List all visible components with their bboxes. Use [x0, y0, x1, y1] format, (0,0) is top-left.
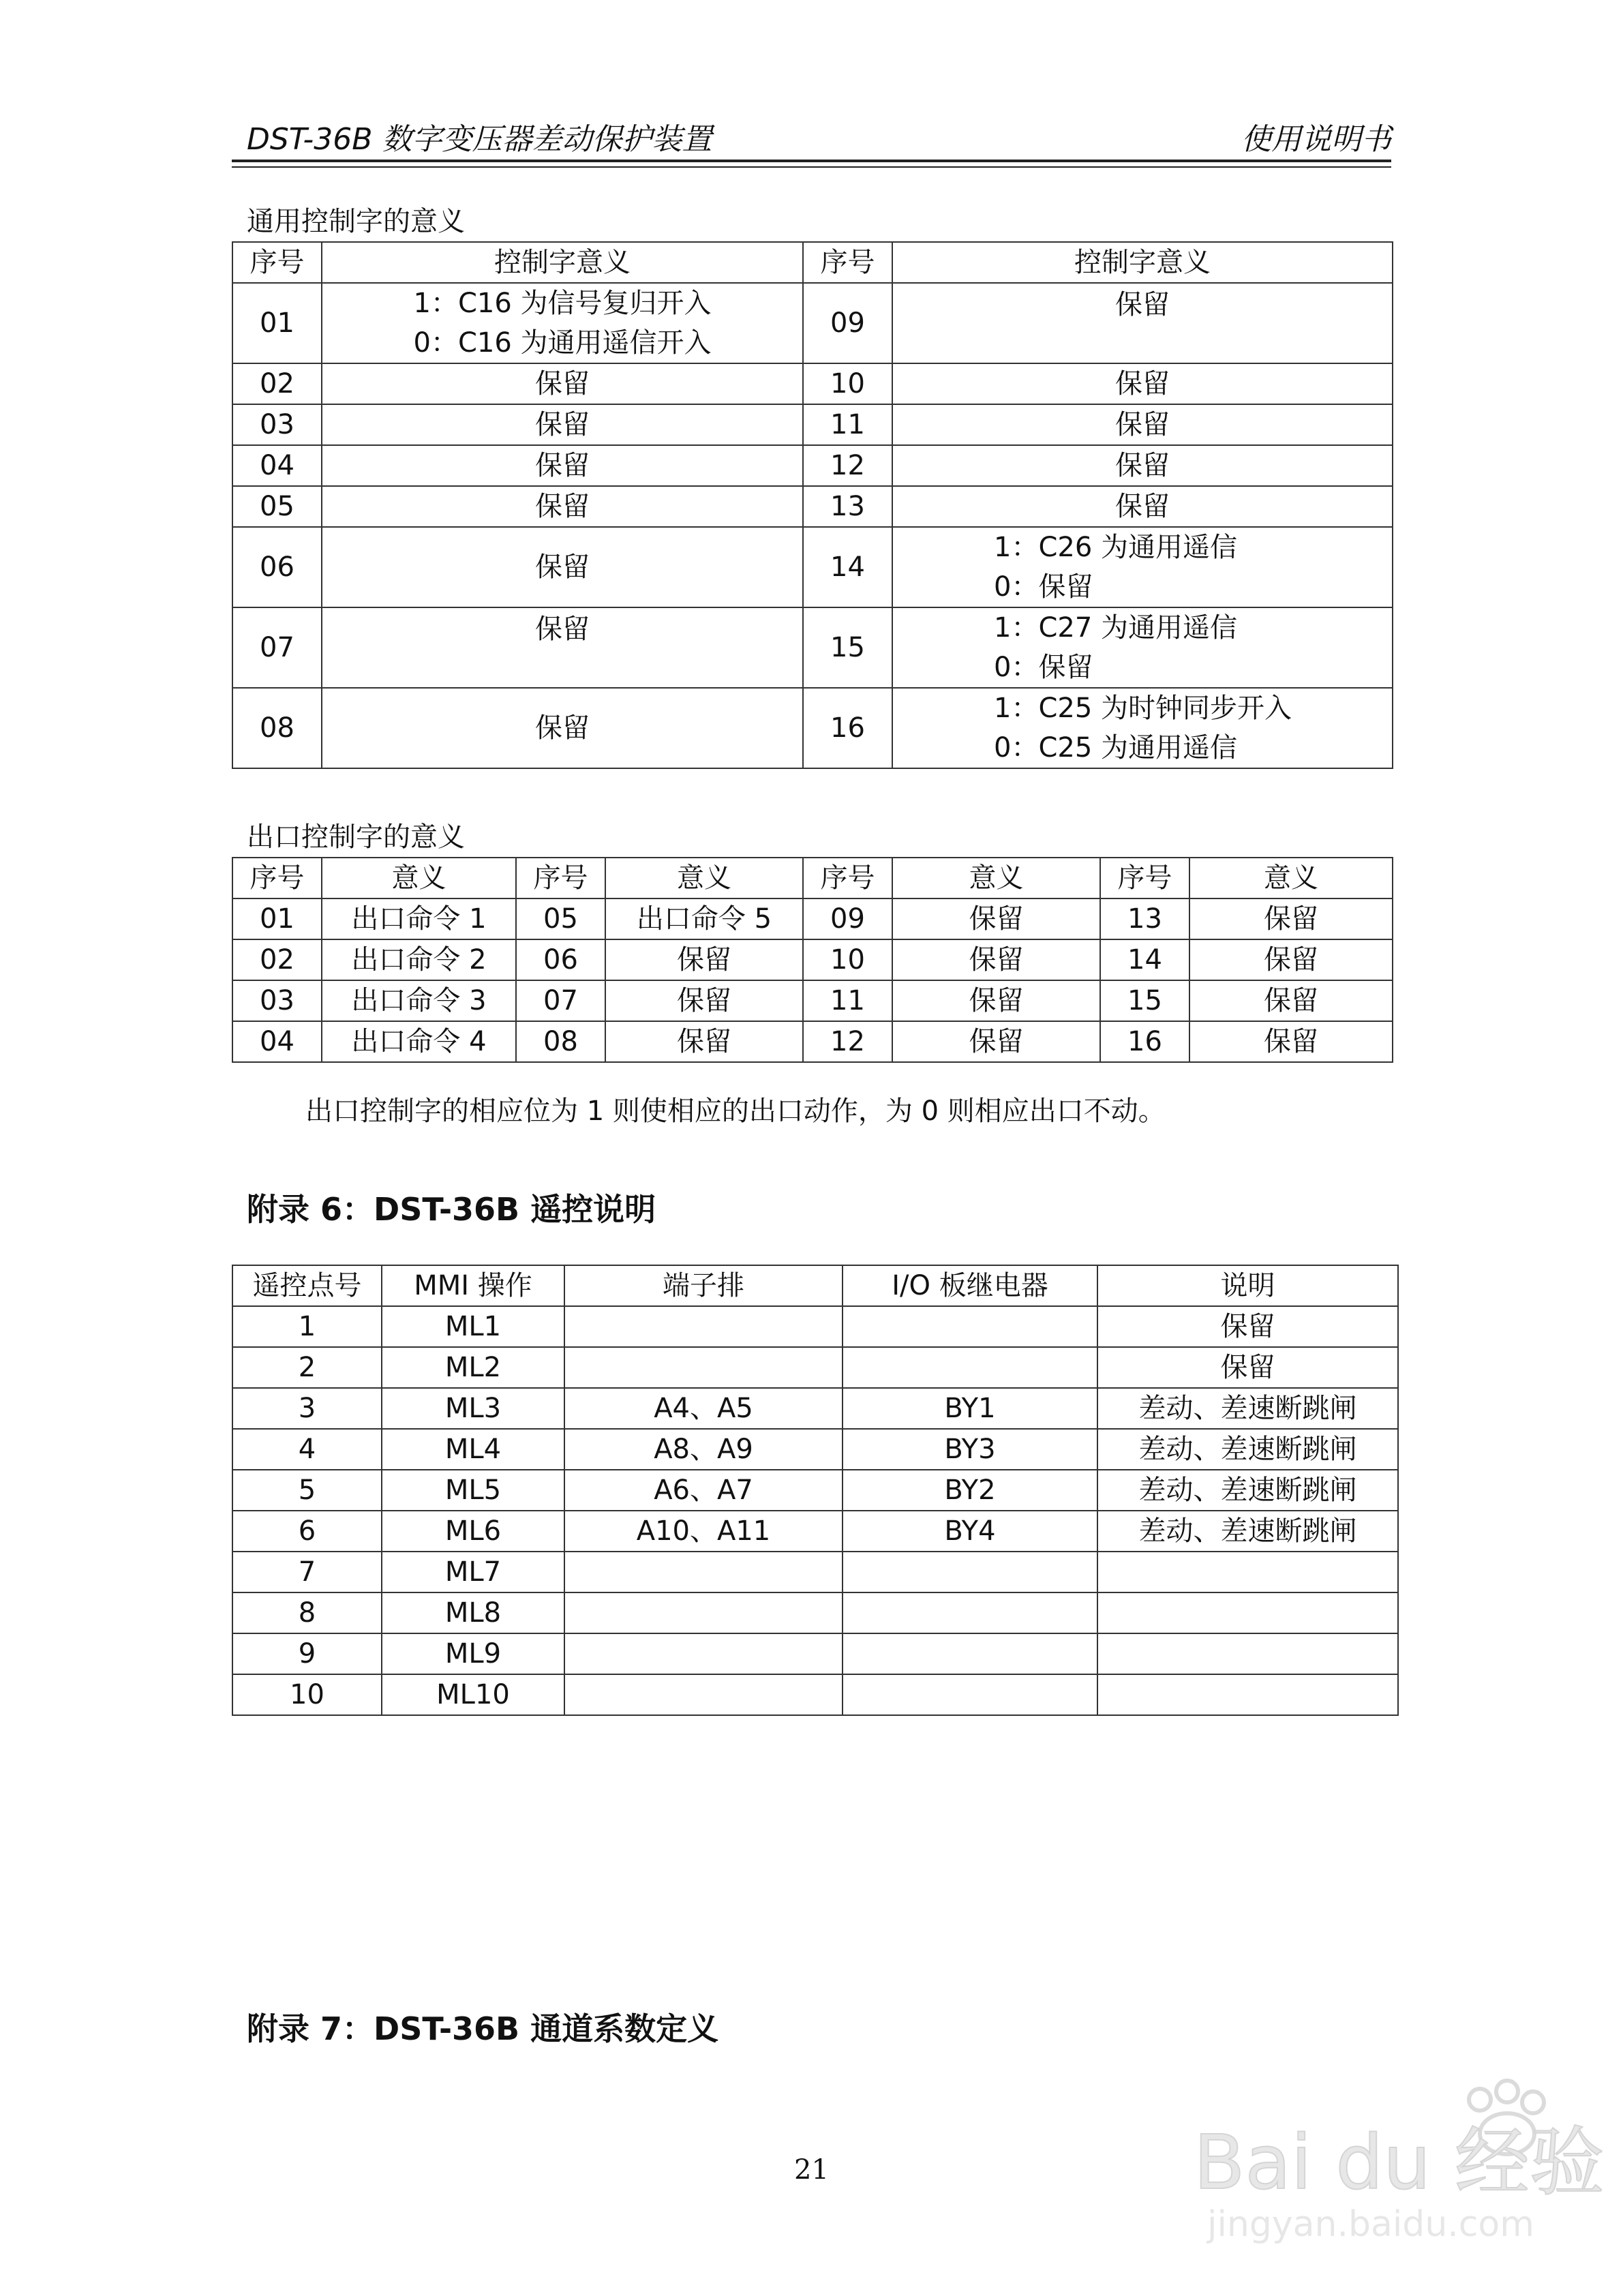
general-control-word-table	[232, 241, 1393, 769]
index-cell: 10	[803, 939, 892, 980]
description-cell	[1097, 1633, 1398, 1674]
relay-cell: BY4	[843, 1511, 1097, 1552]
terminal-cell: A10、A11	[564, 1511, 843, 1552]
description-cell	[1097, 1592, 1398, 1633]
index-cell: 02	[232, 939, 322, 980]
meaning-cell	[322, 283, 803, 363]
meaning-cell	[892, 688, 1393, 768]
table-row	[232, 1388, 1398, 1429]
table-row	[232, 980, 1393, 1021]
table-row	[232, 1429, 1398, 1470]
terminal-cell: A4、A5	[564, 1388, 843, 1429]
column-header: 意义	[1189, 858, 1393, 898]
terminal-cell	[564, 1592, 843, 1633]
relay-cell: BY1	[843, 1388, 1097, 1429]
column-header: 意义	[892, 858, 1100, 898]
index-cell: 04	[232, 1021, 322, 1062]
meaning-cell-line: 保留	[1115, 491, 1170, 522]
column-header: 控制字意义	[322, 242, 803, 283]
meaning-cell-line: 保留	[535, 409, 590, 440]
table-row	[232, 1552, 1398, 1592]
table-row	[232, 486, 1393, 527]
mmi-cell: ML5	[382, 1470, 564, 1511]
watermark-url: jingyan.baidu.com	[1207, 2204, 1534, 2245]
meaning-cell-line: 保留	[1115, 450, 1170, 481]
remote-control-table	[232, 1265, 1399, 1716]
meaning-cell: 保留	[605, 1021, 803, 1062]
index-cell: 12	[803, 1021, 892, 1062]
table-row	[232, 283, 1393, 363]
point-cell: 9	[232, 1633, 382, 1674]
meaning-cell	[892, 363, 1393, 404]
table-row	[232, 404, 1393, 445]
meaning-cell	[892, 486, 1393, 527]
description-cell: 保留	[1097, 1306, 1398, 1347]
index-cell: 16	[803, 688, 892, 768]
meaning-cell: 出口命令 3	[322, 980, 516, 1021]
relay-cell: BY3	[843, 1429, 1097, 1470]
table2-caption: 出口控制字的意义	[247, 821, 465, 853]
mmi-cell: ML3	[382, 1388, 564, 1429]
meaning-cell	[322, 607, 803, 688]
meaning-cell: 保留	[892, 939, 1100, 980]
mmi-cell: ML6	[382, 1511, 564, 1552]
mmi-cell: ML8	[382, 1592, 564, 1633]
meaning-cell: 保留	[1189, 898, 1393, 939]
table-row	[232, 1021, 1393, 1062]
index-cell: 09	[803, 898, 892, 939]
index-cell: 16	[1100, 1021, 1189, 1062]
relay-cell	[843, 1633, 1097, 1674]
index-cell: 01	[232, 283, 322, 363]
meaning-cell: 保留	[892, 980, 1100, 1021]
column-header: 遥控点号	[232, 1265, 382, 1306]
meaning-cell-line: 0：C16 为通用遥信开入	[413, 327, 712, 359]
point-cell: 7	[232, 1552, 382, 1592]
column-header: 序号	[232, 242, 322, 283]
column-header: 序号	[516, 858, 605, 898]
index-cell: 02	[232, 363, 322, 404]
description-cell	[1097, 1674, 1398, 1715]
index-cell: 05	[232, 486, 322, 527]
table1-caption: 通用控制字的意义	[247, 206, 465, 237]
mmi-cell: ML4	[382, 1429, 564, 1470]
relay-cell	[843, 1306, 1097, 1347]
point-cell: 10	[232, 1674, 382, 1715]
meaning-cell	[322, 486, 803, 527]
meaning-cell-line: 0：保留	[994, 652, 1093, 683]
mmi-cell: ML10	[382, 1674, 564, 1715]
index-cell: 03	[232, 404, 322, 445]
meaning-cell	[892, 283, 1393, 363]
index-cell: 07	[232, 607, 322, 688]
table-row	[232, 363, 1393, 404]
index-cell: 10	[803, 363, 892, 404]
point-cell: 1	[232, 1306, 382, 1347]
relay-cell	[843, 1552, 1097, 1592]
meaning-cell-line: 保留	[535, 450, 590, 481]
table-header-row	[232, 242, 1393, 283]
column-header: 意义	[605, 858, 803, 898]
meaning-cell	[322, 688, 803, 768]
terminal-cell	[564, 1674, 843, 1715]
index-cell: 13	[1100, 898, 1189, 939]
column-header: 意义	[322, 858, 516, 898]
meaning-cell-line: 保留	[535, 614, 590, 645]
table-row	[232, 527, 1393, 607]
appendix7-title: 附录 7：DST-36B 通道系数定义	[247, 2010, 719, 2047]
table-row	[232, 898, 1393, 939]
table-row	[232, 939, 1393, 980]
point-cell: 3	[232, 1388, 382, 1429]
column-header: 序号	[1100, 858, 1189, 898]
column-header: 说明	[1097, 1265, 1398, 1306]
meaning-cell-line: 保留	[535, 491, 590, 522]
meaning-cell: 保留	[605, 980, 803, 1021]
description-cell: 差动、差速断跳闸	[1097, 1429, 1398, 1470]
index-cell: 14	[803, 527, 892, 607]
column-header: 序号	[803, 242, 892, 283]
meaning-cell-line: 1：C25 为时钟同步开入	[994, 693, 1292, 724]
meaning-cell: 出口命令 1	[322, 898, 516, 939]
mmi-cell: ML9	[382, 1633, 564, 1674]
table-row	[232, 1470, 1398, 1511]
meaning-cell	[892, 445, 1393, 486]
index-cell: 12	[803, 445, 892, 486]
mmi-cell: ML2	[382, 1347, 564, 1388]
meaning-cell	[322, 404, 803, 445]
header-title: DST-36B 数字变压器差动保护装置	[247, 122, 712, 157]
point-cell: 2	[232, 1347, 382, 1388]
meaning-cell: 保留	[1189, 980, 1393, 1021]
appendix6-title: 附录 6：DST-36B 遥控说明	[247, 1191, 656, 1228]
meaning-cell-line: 保留	[535, 712, 590, 744]
index-cell: 04	[232, 445, 322, 486]
meaning-cell-line: 1：C26 为通用遥信	[994, 532, 1237, 563]
table-row	[232, 688, 1393, 768]
index-cell: 13	[803, 486, 892, 527]
meaning-cell	[322, 445, 803, 486]
table-row	[232, 1592, 1398, 1633]
output-control-note: 出口控制字的相应位为 1 则使相应的出口动作，为 0 则相应出口不动。	[305, 1096, 1166, 1127]
table-row	[232, 1347, 1398, 1388]
table-header-row	[232, 858, 1393, 898]
meaning-cell	[892, 404, 1393, 445]
column-header: 控制字意义	[892, 242, 1393, 283]
index-cell: 06	[232, 527, 322, 607]
description-cell: 差动、差速断跳闸	[1097, 1511, 1398, 1552]
column-header: MMI 操作	[382, 1265, 564, 1306]
column-header: 序号	[803, 858, 892, 898]
mmi-cell: ML7	[382, 1552, 564, 1592]
relay-cell	[843, 1674, 1097, 1715]
terminal-cell	[564, 1306, 843, 1347]
point-cell: 6	[232, 1511, 382, 1552]
index-cell: 03	[232, 980, 322, 1021]
header-rule-thin	[232, 166, 1391, 168]
meaning-cell-line: 保留	[1115, 368, 1170, 399]
column-header: 端子排	[564, 1265, 843, 1306]
meaning-cell-line: 1：C16 为信号复归开入	[413, 288, 712, 319]
index-cell: 05	[516, 898, 605, 939]
table-header-row	[232, 1265, 1398, 1306]
meaning-cell: 出口命令 5	[605, 898, 803, 939]
terminal-cell	[564, 1633, 843, 1674]
meaning-cell	[322, 363, 803, 404]
meaning-cell: 出口命令 2	[322, 939, 516, 980]
index-cell: 07	[516, 980, 605, 1021]
header-doc-type: 使用说明书	[1241, 122, 1391, 157]
description-cell	[1097, 1552, 1398, 1592]
terminal-cell	[564, 1552, 843, 1592]
column-header: 序号	[232, 858, 322, 898]
terminal-cell: A8、A9	[564, 1429, 843, 1470]
mmi-cell: ML1	[382, 1306, 564, 1347]
index-cell: 08	[516, 1021, 605, 1062]
meaning-cell: 保留	[1189, 1021, 1393, 1062]
index-cell: 01	[232, 898, 322, 939]
table-row	[232, 607, 1393, 688]
table-row	[232, 1306, 1398, 1347]
table-row	[232, 1674, 1398, 1715]
relay-cell	[843, 1592, 1097, 1633]
meaning-cell	[322, 527, 803, 607]
index-cell: 08	[232, 688, 322, 768]
index-cell: 15	[1100, 980, 1189, 1021]
meaning-cell-line: 0：C25 为通用遥信	[994, 732, 1237, 764]
meaning-cell: 保留	[605, 939, 803, 980]
description-cell: 差动、差速断跳闸	[1097, 1388, 1398, 1429]
output-control-word-table	[232, 857, 1393, 1063]
meaning-cell-line: 0：保留	[994, 571, 1093, 603]
index-cell: 11	[803, 404, 892, 445]
description-cell: 差动、差速断跳闸	[1097, 1470, 1398, 1511]
table-row	[232, 1633, 1398, 1674]
point-cell: 8	[232, 1592, 382, 1633]
header-rule	[232, 160, 1391, 162]
meaning-cell: 出口命令 4	[322, 1021, 516, 1062]
index-cell: 11	[803, 980, 892, 1021]
index-cell: 06	[516, 939, 605, 980]
meaning-cell-line: 保留	[535, 552, 590, 583]
meaning-cell	[892, 527, 1393, 607]
baidu-jingyan-watermark	[1180, 2072, 1605, 2250]
table-row	[232, 445, 1393, 486]
terminal-cell: A6、A7	[564, 1470, 843, 1511]
point-cell: 4	[232, 1429, 382, 1470]
index-cell: 09	[803, 283, 892, 363]
meaning-cell-line: 1：C27 为通用遥信	[994, 612, 1237, 644]
meaning-cell-line: 保留	[1115, 409, 1170, 440]
meaning-cell: 保留	[892, 898, 1100, 939]
column-header: I/O 板继电器	[843, 1265, 1097, 1306]
relay-cell	[843, 1347, 1097, 1388]
meaning-cell-line: 保留	[1115, 289, 1170, 320]
description-cell: 保留	[1097, 1347, 1398, 1388]
point-cell: 5	[232, 1470, 382, 1511]
index-cell: 14	[1100, 939, 1189, 980]
page-number: 21	[794, 2154, 829, 2186]
table-row	[232, 1511, 1398, 1552]
meaning-cell-line: 保留	[535, 368, 590, 399]
meaning-cell: 保留	[892, 1021, 1100, 1062]
meaning-cell	[892, 607, 1393, 688]
index-cell: 15	[803, 607, 892, 688]
relay-cell: BY2	[843, 1470, 1097, 1511]
watermark-brand: Bai du 经验	[1194, 2119, 1605, 2206]
meaning-cell: 保留	[1189, 939, 1393, 980]
terminal-cell	[564, 1347, 843, 1388]
